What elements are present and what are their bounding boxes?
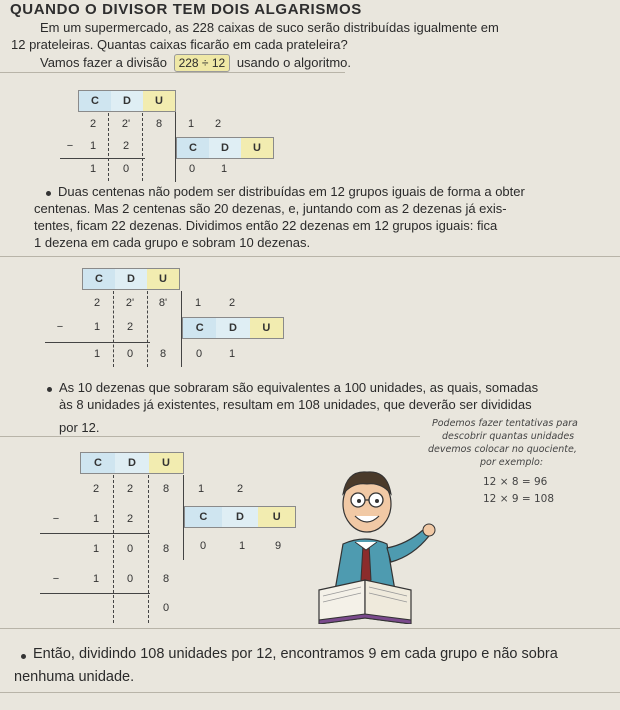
separator (0, 72, 345, 73)
subtract-digit: 1 (89, 140, 97, 152)
speech-line-2: descobrir quantas unidades (442, 431, 575, 442)
quotient-header (184, 506, 296, 528)
equation-2: 12 × 9 = 108 (483, 493, 555, 505)
column-divider (113, 291, 114, 367)
dividend-digit: 2 (126, 483, 134, 495)
subtract-digit: 1 (92, 513, 100, 525)
minus-sign: − (66, 140, 74, 152)
quotient-header (182, 317, 284, 339)
subtraction-line (45, 342, 150, 343)
dividend-digit: 2 (93, 297, 101, 309)
text-1-line-4: 1 dezena em cada grupo e sobram 10 dezenas. (34, 235, 311, 250)
bullet (46, 191, 51, 196)
place-value-header (82, 268, 180, 290)
column-divider (142, 113, 143, 181)
intro-line-2: 12 prateleiras. Quantas caixas ficarão em cada prateleira? (11, 37, 348, 52)
text-2-line-2: às 8 unidades já existentes, resultam em 108 unidades, que deverão ser divididas (59, 397, 532, 412)
header-d: D (222, 507, 259, 527)
intro-line-3 (40, 54, 351, 72)
speech-line-3: devemos colocar no quociente, (428, 444, 577, 455)
subtract-digit: 2 (126, 513, 134, 525)
header-d: D (115, 453, 149, 473)
remainder-digit: 0 (126, 348, 134, 360)
text-2-line-3: por 12. (59, 420, 100, 435)
subtraction-line (40, 533, 150, 534)
header-d: D (115, 269, 147, 289)
header-u: U (250, 318, 283, 338)
quotient-digit: 1 (238, 540, 246, 552)
equation-1: 12 × 8 = 96 (483, 476, 548, 488)
subtraction-line (60, 158, 145, 159)
text-2-line-1: As 10 dezenas que sobraram são equivalentes a 100 unidades, as quais, somadas (59, 380, 539, 395)
header-u: U (241, 138, 273, 158)
header-d: D (216, 318, 249, 338)
subtraction-line (40, 593, 150, 594)
minus-sign: − (52, 573, 60, 585)
remainder-digit: 1 (89, 163, 97, 175)
text-3-line-1: Então, dividindo 108 unidades por 12, encontramos 9 em cada grupo e não sobra (33, 646, 558, 662)
quotient-header (176, 137, 274, 159)
text-3-line-2: nenhuma unidade. (14, 669, 135, 685)
text-1-line-3: tentes, ficam 22 dezenas. Dividimos então 22 dezenas em 12 grupos iguais: fica (34, 218, 498, 233)
place-value-header (78, 90, 176, 112)
place-value-header (80, 452, 184, 474)
separator (0, 628, 620, 629)
column-divider (108, 113, 109, 181)
intro-line-3-before: Vamos fazer a divisão (40, 55, 167, 70)
subtract-digit: 0 (126, 573, 134, 585)
subtract-digit: 2 (126, 321, 134, 333)
divisor-digit: 1 (194, 297, 202, 309)
column-divider (147, 291, 148, 367)
header-c: C (79, 91, 111, 111)
dividend-digit: 2 (92, 483, 100, 495)
subtract-digit: 1 (93, 321, 101, 333)
quotient-digit: 1 (228, 348, 236, 360)
quotient-digit: 0 (199, 540, 207, 552)
minus-sign: − (56, 321, 64, 333)
divisor-digit: 2 (236, 483, 244, 495)
text-1-line-1: Duas centenas não podem ser distribuídas em 12 grupos iguais de forma a obter (58, 184, 525, 199)
separator (0, 692, 620, 693)
divisor-digit: 2 (214, 118, 222, 130)
remainder-digit: 8 (162, 543, 170, 555)
speech-line-1: Podemos fazer tentativas para (432, 418, 578, 429)
divisor-digit: 1 (187, 118, 195, 130)
header-u: U (147, 269, 179, 289)
quotient-digit: 1 (220, 163, 228, 175)
dividend-digit: 8 (155, 118, 163, 130)
quotient-digit: 0 (195, 348, 203, 360)
dividend-digit: 8 (162, 483, 170, 495)
dividend-digit: 2' (121, 118, 131, 130)
intro-line-3-after: usando o algoritmo. (236, 55, 351, 70)
text-1-line-2: centenas. Mas 2 centenas são 20 dezenas, e, juntando com as 2 dezenas já exis- (34, 201, 507, 216)
header-d: D (209, 138, 241, 158)
header-c: C (81, 453, 115, 473)
header-c: C (177, 138, 209, 158)
subtract-digit: 1 (92, 573, 100, 585)
quotient-digit: 9 (274, 540, 282, 552)
bullet (21, 654, 26, 659)
separator (0, 436, 420, 437)
column-divider (113, 475, 114, 623)
quotient-digit: 0 (188, 163, 196, 175)
dividend-digit: 2 (89, 118, 97, 130)
bullet (47, 387, 52, 392)
dividend-digit: 8' (158, 297, 168, 309)
header-c: C (183, 318, 216, 338)
header-u: U (149, 453, 183, 473)
separator (0, 256, 620, 257)
remainder-digit: 1 (92, 543, 100, 555)
column-divider (148, 475, 149, 623)
remainder-digit: 0 (126, 543, 134, 555)
final-remainder: 0 (162, 602, 170, 614)
teacher-illustration (315, 452, 445, 624)
divisor-digit: 2 (228, 297, 236, 309)
dividend-digit: 2' (125, 297, 135, 309)
divisor-digit: 1 (197, 483, 205, 495)
remainder-digit: 0 (122, 163, 130, 175)
minus-sign: − (52, 513, 60, 525)
speech-line-4: por exemplo: (480, 457, 544, 468)
header-u: U (258, 507, 295, 527)
header-u: U (143, 91, 175, 111)
page-title: QUANDO O DIVISOR TEM DOIS ALGARISMOS (10, 1, 362, 18)
remainder-digit: 1 (93, 348, 101, 360)
intro-line-1: Em um supermercado, as 228 caixas de suco serão distribuídas igualmente em (40, 20, 499, 35)
subtract-digit: 2 (122, 140, 130, 152)
header-d: D (111, 91, 143, 111)
header-c: C (185, 507, 222, 527)
remainder-digit: 8 (159, 348, 167, 360)
header-c: C (83, 269, 115, 289)
subtract-digit: 8 (162, 573, 170, 585)
division-expression: 228 ÷ 12 (174, 54, 231, 72)
